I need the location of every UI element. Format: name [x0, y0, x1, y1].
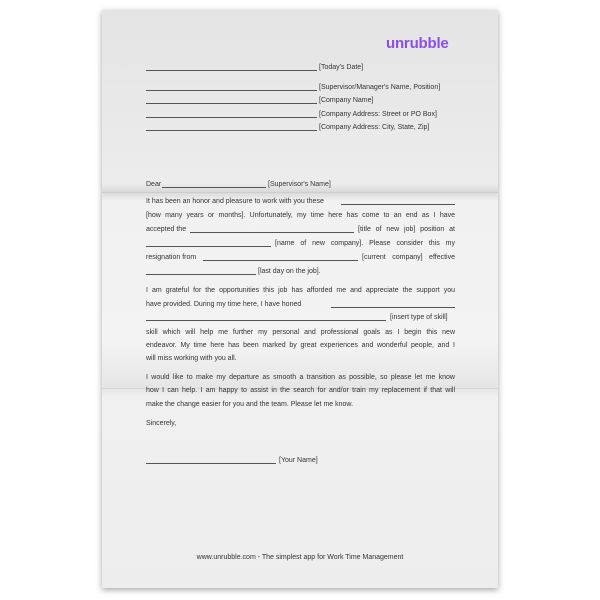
p1-blank-current — [203, 260, 358, 261]
p2-line3: [insert type of skill] — [390, 314, 448, 321]
p2-line6: will miss working with you all. — [146, 355, 237, 362]
supervisor-label: [Supervisor/Manager's Name, Position] — [319, 84, 441, 91]
supervisor-blank — [146, 90, 317, 91]
company-label: [Company Name] — [319, 97, 374, 104]
p1-line2: [how many years or months]. Unfortunately, my time here has come to an end as I have — [146, 212, 455, 219]
p2-line5: endeavor. My time here has been marked by great experiences and wonderful people, and I — [146, 342, 455, 349]
p2-blank-skill-a — [331, 307, 455, 308]
p1-line3a: accepted the — [146, 226, 187, 233]
footer-text: www.unrubble.com - The simplest app for Work Time Management — [196, 554, 404, 561]
p1-line6: [last day on the job]. — [258, 268, 321, 275]
company-blank — [146, 103, 317, 104]
p1-blank-title — [190, 232, 354, 233]
unrubble-logo: unrubble — [386, 35, 449, 52]
p1-blank-company — [146, 246, 271, 247]
signature-blank — [146, 463, 276, 464]
p1-blank-lastday — [146, 274, 256, 275]
p1-line3b: [title of new job] position at — [358, 226, 455, 233]
closing: Sincerely, — [146, 420, 177, 427]
letter-page — [102, 10, 498, 588]
greeting-name: [Supervisor's Name] — [268, 181, 331, 188]
p2-line2: have provided. During my time here, I have honed — [146, 301, 302, 308]
p2-line1: I am grateful for the opportunities this job has afforded me and appreciate the support you — [146, 287, 455, 294]
date-label: [Today's Date] — [319, 64, 364, 71]
address1-label: [Company Address: Street or PO Box] — [319, 111, 437, 118]
p1-blank-duration — [341, 204, 455, 205]
p2-line4: skill which will help me further my personal and professional goals as I begin this new — [146, 329, 455, 336]
greeting-blank — [162, 187, 266, 188]
p2-blank-skill-b — [146, 320, 386, 321]
address1-blank — [146, 117, 317, 118]
p1-line1: It has been an honor and pleasure to work with you these — [146, 198, 324, 205]
p3-line1: I would like to make my departure as smooth a transition as possible, so please let me know — [146, 374, 455, 381]
p1-line5b: [current company] effective — [362, 254, 455, 261]
address2-blank — [146, 130, 317, 131]
signature-label: [Your Name] — [279, 457, 318, 464]
p1-line5a: resignation from — [146, 254, 197, 261]
p1-line4: [name of new company]. Please consider this my — [275, 240, 455, 247]
address2-label: [Company Address: City, State, Zip] — [319, 124, 430, 131]
p3-line3: make the change easier for you and the team. Please let me know. — [146, 401, 354, 408]
p3-line2: how I can help. I am happy to assist in the search for and/or train my replacement if that will — [146, 387, 455, 394]
date-blank — [146, 70, 317, 71]
page-fold — [102, 192, 498, 193]
greeting-dear: Dear — [146, 181, 162, 188]
